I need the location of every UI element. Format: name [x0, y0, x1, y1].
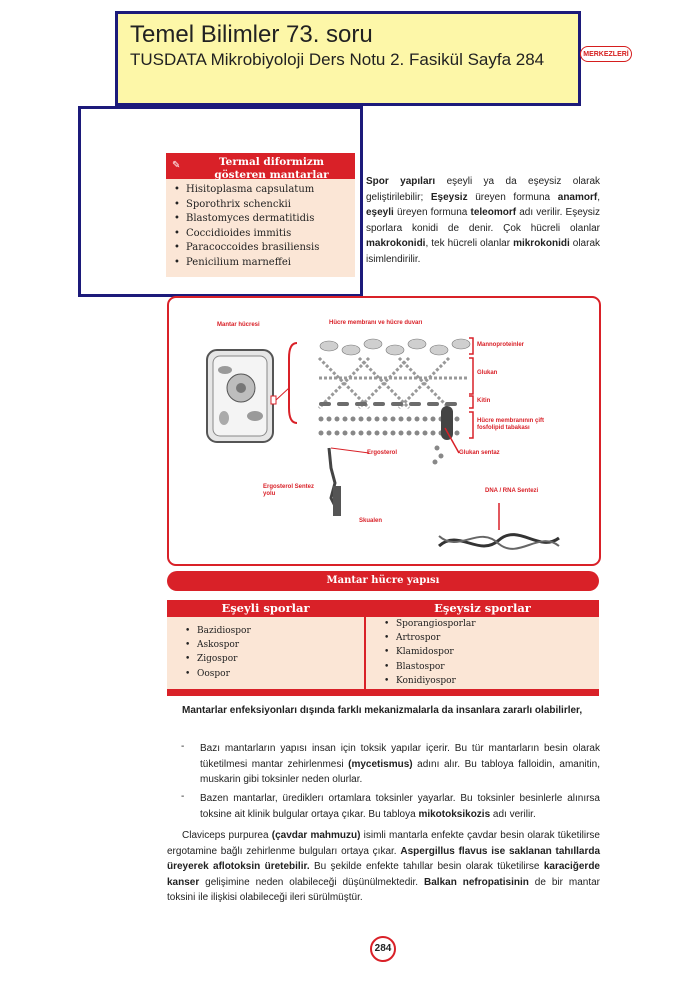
header-asexual: Eşeysiz sporlar — [434, 601, 531, 615]
header-subtitle: TUSDATA Mikrobiyoloji Ders Notu 2. Fasikül Sayfa 284 — [130, 50, 545, 69]
text-run: , — [597, 191, 600, 203]
publisher-badge: MERKEZLERİ — [580, 46, 632, 62]
list-item: • Klamidospor — [380, 645, 476, 659]
header-sexual: Eşeyli sporlar — [221, 601, 310, 615]
bullet-paragraph-1 — [200, 741, 600, 788]
label-ergosterol: Ergosterol — [367, 450, 398, 456]
sexual-spores-list — [181, 624, 251, 681]
text-run: adı verilir. — [490, 808, 536, 820]
text-run: eşeyli ya da eşeysiz olarak geliştirilebilir; — [366, 176, 600, 203]
bold-text: makrokonidi — [366, 238, 426, 250]
list-item: • Hisitoplasma capsulatum — [166, 183, 355, 198]
pencil-icon: ✎ — [172, 160, 181, 171]
bold-text: Spor yapıları — [366, 176, 436, 187]
bold-text: (mycetismus) — [348, 758, 413, 770]
page-number: 284 — [370, 936, 396, 962]
text-run: de bir mantar toksini ile ilişkisi olabileceği ileri sürülmüştür. — [167, 876, 600, 904]
list-item: • Blastomyces dermatitidis — [166, 212, 355, 227]
bold-text: mikotoksikozis — [418, 808, 491, 820]
text-run: gelişimine neden olabileceği düşünülmektedir. — [199, 876, 425, 888]
question-header — [115, 11, 581, 106]
text-run: üreyen formuna — [467, 191, 558, 203]
label-ergosterol-path: Ergosterol Sentez yolu — [263, 484, 315, 497]
list-item: • Sporangiosporlar — [380, 617, 476, 631]
list-item: • Penicilium marneffei — [166, 256, 355, 271]
label-squalene: Skualen — [359, 518, 383, 524]
list-item: • Konidiyospor — [380, 674, 476, 688]
list-item: • Coccidioides immitis — [166, 227, 355, 242]
text-run: üreyen formuna — [393, 207, 471, 219]
spore-paragraph — [366, 174, 600, 268]
thermal-box-header — [166, 153, 355, 179]
diagram-caption: Mantar hücre yapısı — [167, 571, 599, 591]
bold-text: Aspergillus flavus ise saklanan tahıllarda üreyerek aflotoksin üretebilir. — [167, 845, 601, 873]
bold-text: mikrokonidi — [513, 238, 570, 250]
text-run: Claviceps purpurea — [182, 830, 272, 841]
label-membrane: Hücre membranı ve hücre duvarı — [329, 320, 423, 326]
label-bilayer: Hücre membranının çift fosfolipid tabakası — [477, 418, 545, 431]
thermal-box-list — [166, 183, 355, 271]
bold-text: eşeyli — [366, 207, 394, 219]
dash-marker: - — [181, 791, 185, 802]
bold-text: anamorf — [557, 191, 598, 203]
text-run: adı verilir. Eşeysiz sporlara konidi de denir. Çok hücreli olanlar — [366, 207, 600, 234]
spores-table — [167, 600, 599, 696]
list-item: • Zigospor — [181, 652, 251, 666]
list-item: • Askospor — [181, 638, 251, 652]
final-paragraph — [167, 828, 600, 906]
bold-text: karaciğerde kanser — [167, 861, 600, 888]
list-item: • Bazidiospor — [181, 624, 251, 638]
text-run: , tek hücreli olanlar — [425, 238, 514, 250]
thermal-dimorphism-box — [166, 153, 355, 277]
header-title: Temel Bilimler 73. soru — [130, 21, 373, 48]
dash-marker: - — [181, 741, 185, 752]
list-item: • Oospor — [181, 667, 251, 681]
list-item: • Blastospor — [380, 660, 476, 674]
text-run: Bazen mantarlar, ürediklerı ortamlara toksinler yayarlar. Bu toksinler besinlerle alınırsa toksine ait klinik bulgular ortaya çıkar. Bu tabloya — [200, 793, 600, 820]
label-cell: Mantar hücresi — [217, 322, 260, 328]
fungal-cell-diagram — [167, 296, 601, 566]
list-item: • Paracoccoides brasiliensis — [166, 241, 355, 256]
asexual-spores-list — [380, 617, 476, 688]
text-run: olarak isimlendirilir. — [366, 238, 601, 265]
text-run: isimli mantarla enfekte çavdar besin olarak tüketilirse ergotamine bağlı zehirlenme bulguları ortaya çıkar. — [167, 830, 600, 857]
bold-text: teleomorf — [470, 207, 517, 219]
label-mannoproteins: Mannoproteinler — [477, 342, 525, 348]
label-glucan-synthase: Glukan sentaz — [459, 450, 500, 456]
bold-text: (çavdar mahmuzu) — [271, 830, 361, 841]
text-run: Bazı mantarların yapısı insan için toksik yapılar içerir. Bu tür mantarların besin olarak tüketilmesi mantar zehirlenmesi — [200, 743, 600, 770]
bold-text: Eşeysiz — [430, 191, 468, 203]
thermal-box-title: Termal diformizm gösteren mantarlar — [214, 156, 329, 181]
text-run: adını alır. Bu tabloya falloidin, amanitin, muskarin gibi toksinler neden olurlar. — [200, 758, 600, 786]
bold-text: Balkan nefropatisinin — [424, 876, 529, 888]
column-divider — [364, 600, 366, 689]
list-item: • Artrospor — [380, 631, 476, 645]
text-run: Bu şekilde enfekte tahıllar besin olarak tüketilirse — [309, 861, 544, 873]
list-item: • Sporothrix schenckii — [166, 198, 355, 213]
intro-paragraph: Mantarlar enfeksiyonları dışında farklı mekanizmalarla da insanlara zararlı olabilirler, — [182, 705, 583, 716]
bullet-paragraph-2 — [200, 791, 600, 822]
label-chitin: Kitin — [477, 398, 491, 404]
label-glucan: Glukan — [477, 370, 498, 376]
label-dna-rna: DNA / RNA Sentezi — [485, 488, 539, 494]
